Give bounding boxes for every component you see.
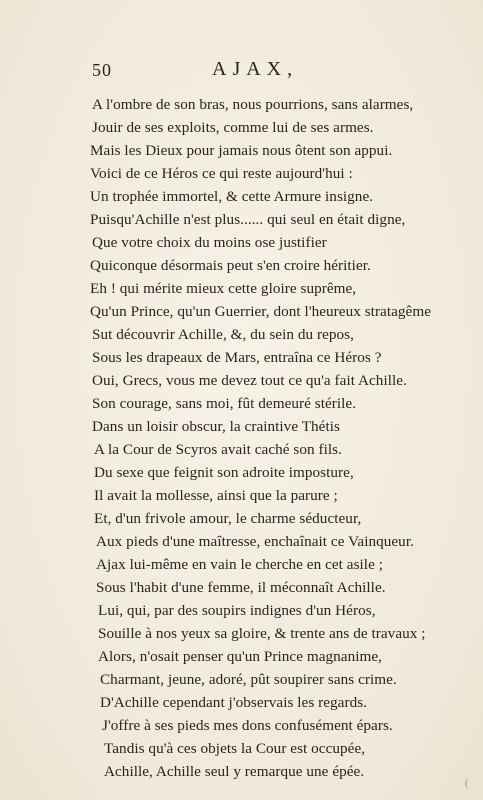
verse-line: Et, d'un frivole amour, le charme séducteur, [94,510,362,527]
verse-line: Alors, n'osait penser qu'un Prince magnanime, [98,648,382,665]
verse-line: Du sexe que feignit son adroite imposture, [94,464,354,481]
verse-line: Il avait la mollesse, ainsi que la parure ; [94,487,338,504]
verse-line: Son courage, sans moi, fût demeuré stérile. [92,395,357,412]
page-header [92,60,392,84]
verse-line: Qu'un Prince, qu'un Guerrier, dont l'heureux stratagême [90,303,431,320]
verse-line: Sut découvrir Achille, &, du sein du repos, [92,326,354,343]
verse-line: A la Cour de Scyros avait caché son fils. [94,441,342,458]
verse-line: Sous l'habit d'une femme, il méconnaît Achille. [96,579,386,596]
verse-line: Oui, Grecs, vous me devez tout ce qu'a fait Achille. [92,372,407,389]
verse-line: Ajax lui-même en vain le cherche en cet asile ; [96,556,383,573]
verse-line: Un trophée immortel, & cette Armure insigne. [90,188,374,205]
verse-line: Souille à nos yeux sa gloire, & trente ans de travaux ; [98,625,426,642]
verse-line: Dans un loisir obscur, la craintive Thétis [92,418,340,435]
verse-line: Que votre choix du moins ose justifier [92,234,327,251]
verse-line: Tandis qu'à ces objets la Cour est occupée, [104,740,366,757]
verse-line: Jouir de ses exploits, comme lui de ses armes. [92,119,374,136]
verse-line: Voici de ce Héros ce qui reste aujourd'hui : [90,165,353,182]
verse-line: Lui, qui, par des soupirs indignes d'un Héros, [98,602,376,619]
verse-line: Aux pieds d'une maîtresse, enchaînait ce Vainqueur. [96,533,414,550]
verse-line: Mais les Dieux pour jamais nous ôtent son appui. [90,142,393,159]
verse-line: Charmant, jeune, adoré, pût soupirer sans crime. [100,671,397,688]
verse-line: Sous les drapeaux de Mars, entraîna ce Héros ? [92,349,382,366]
margin-mark: ( [465,778,469,789]
verse-line: J'offre à ses pieds mes dons confusément épars. [102,717,393,734]
verse-line: A l'ombre de son bras, nous pourrions, sans alarmes, [92,96,414,113]
verse-line: Eh ! qui mérite mieux cette gloire suprême, [90,280,357,297]
verse-line: Quiconque désormais peut s'en croire héritier. [90,257,371,274]
verse-line: D'Achille cependant j'observais les regards. [100,694,368,711]
running-title: AJAX, [212,58,299,80]
page-number: 50 [92,60,112,80]
verse-line: Achille, Achille seul y remarque une épée. [104,763,365,780]
verse-line: Puisqu'Achille n'est plus...... qui seul en était digne, [90,211,406,228]
